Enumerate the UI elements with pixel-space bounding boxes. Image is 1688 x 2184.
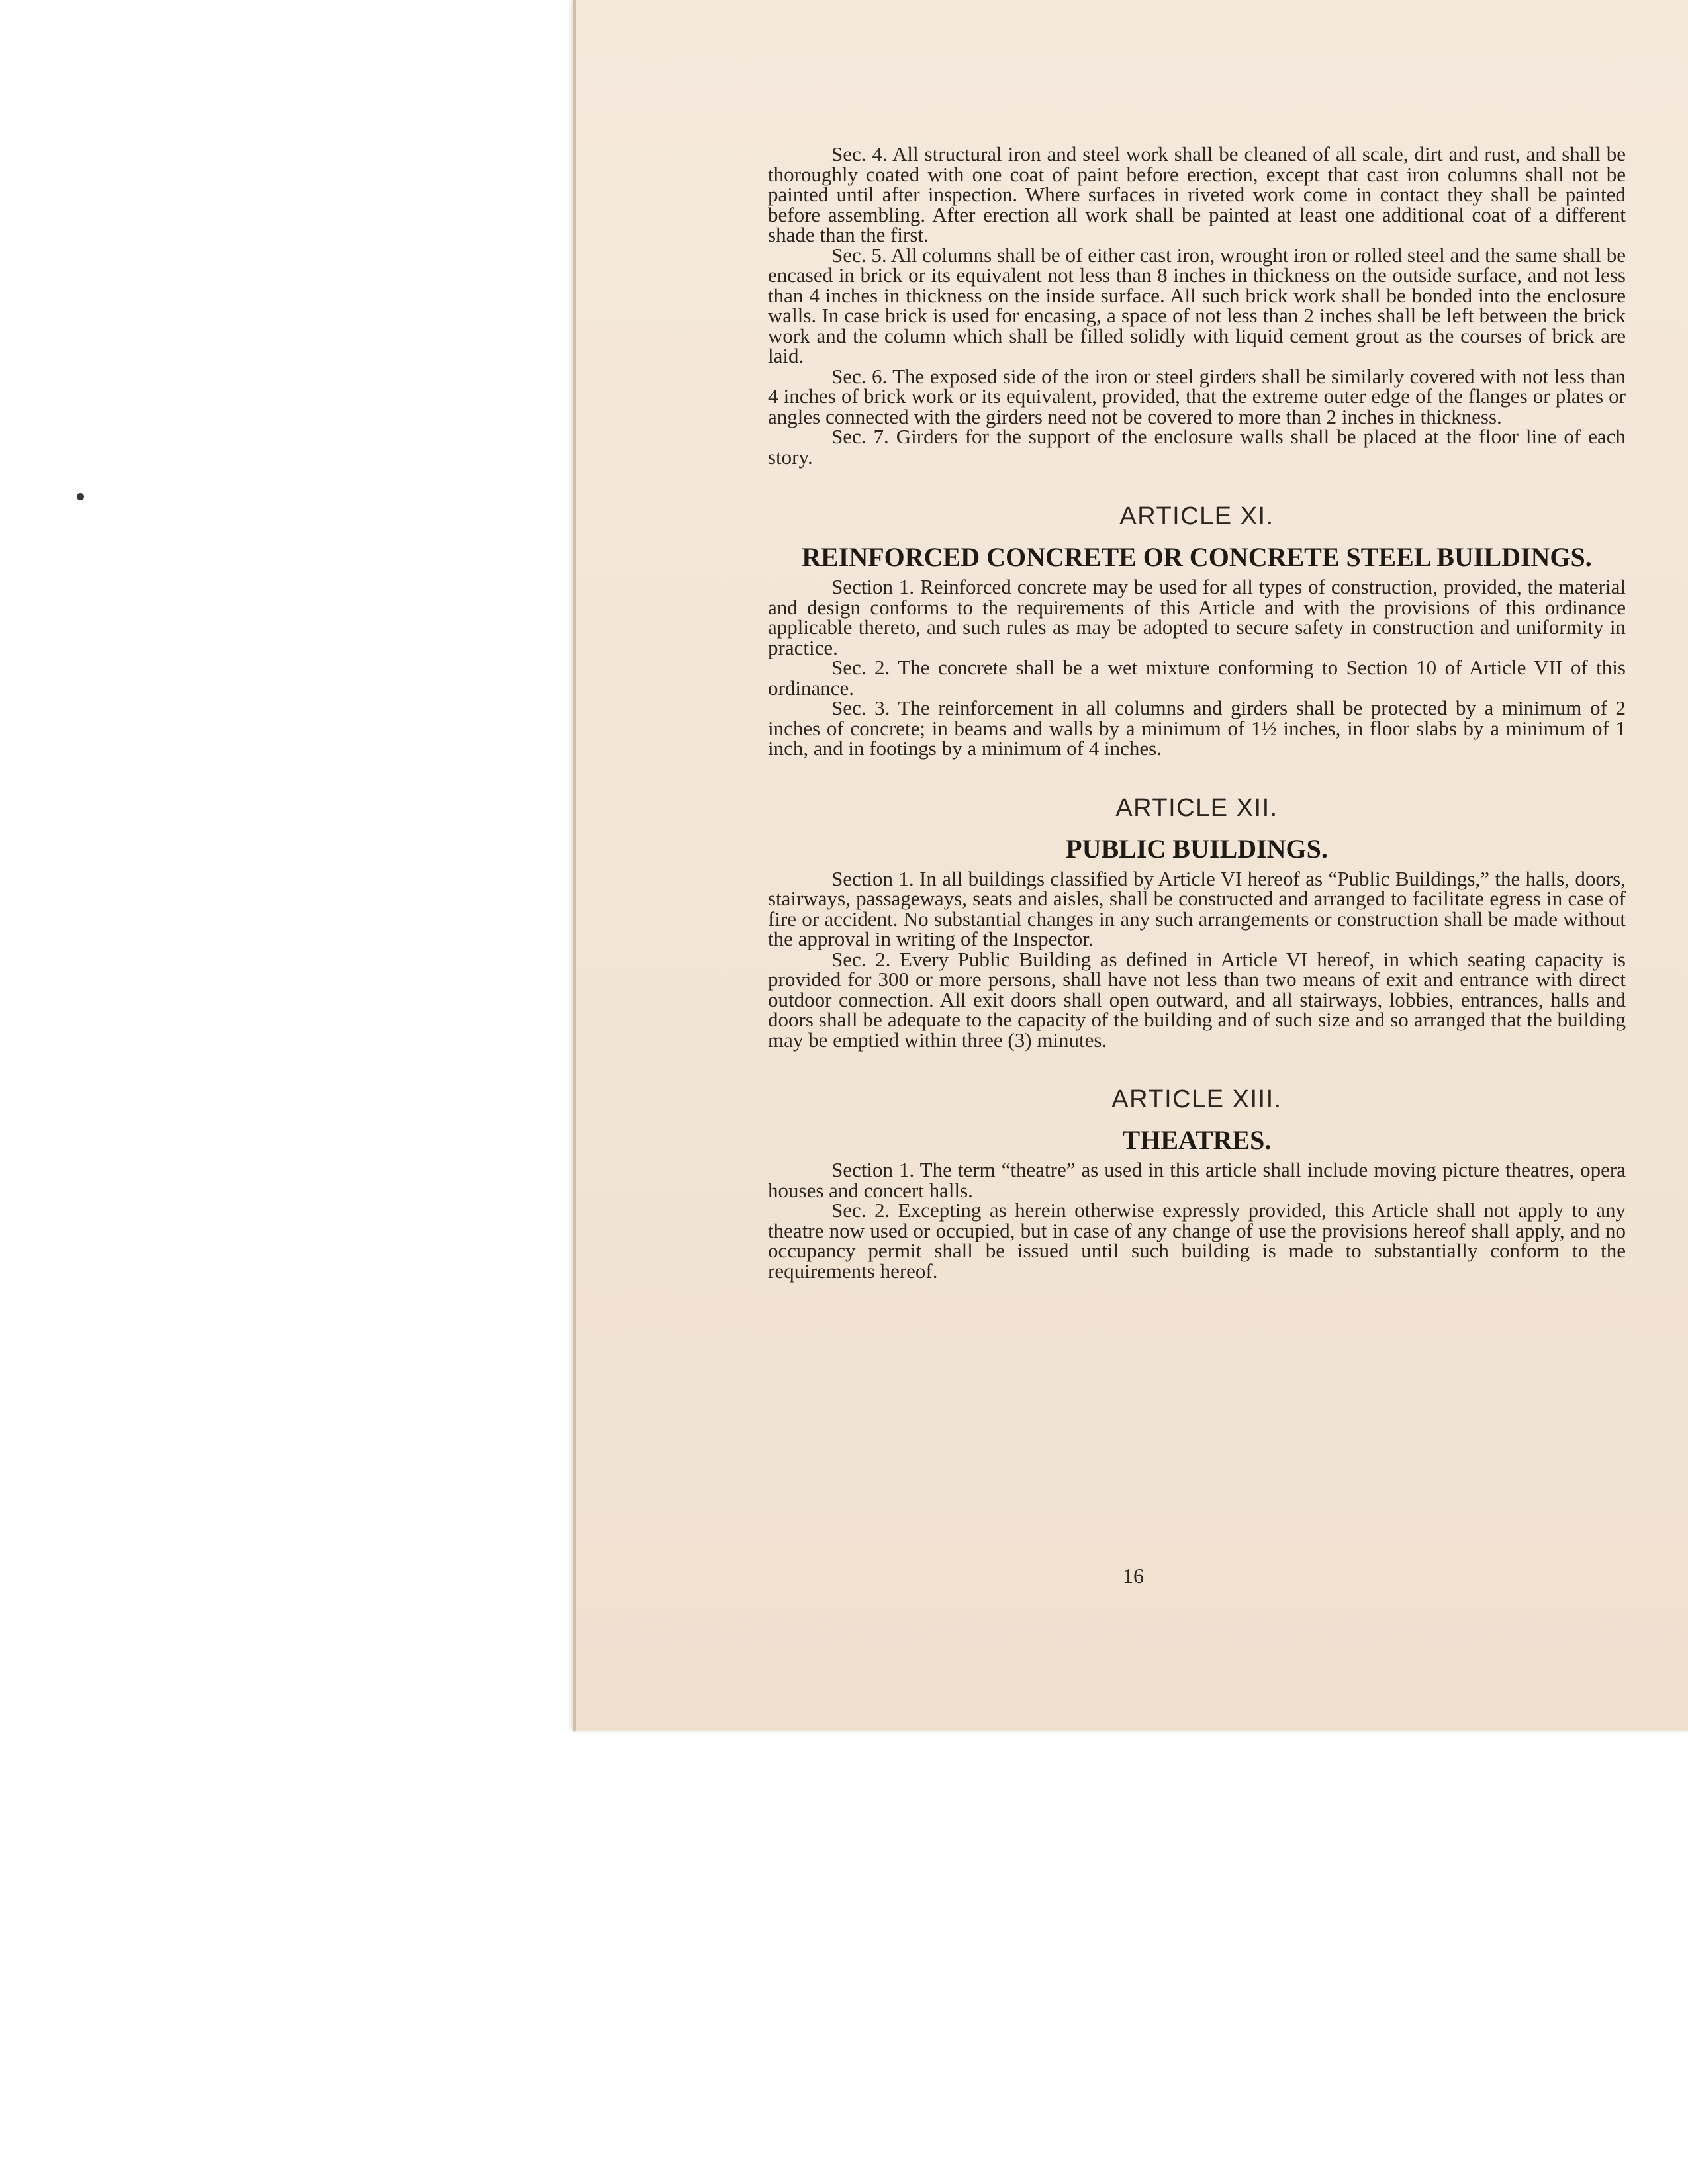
article-section: Sec. 2. Every Public Building as defined in Article VI hereof, in which seating capacity is provided for 300 or more persons, shall have not less than two means of exit and entrance with direct outdoor connection. All exit doors shall open outward, and all stairways, lobbies, entrances, halls and doors shall be adequate to the capacity of the building and of such size and so arranged that the building may be emptied within three (3) minutes. (768, 947, 1626, 1052)
document-page (573, 0, 1688, 1731)
page-body (768, 144, 1626, 1281)
article-number: ARTICLE XII. (1115, 794, 1278, 822)
scan-speck (77, 493, 84, 500)
article-number: ARTICLE XI. (1119, 502, 1274, 530)
page-number: 16 (1123, 1564, 1144, 1588)
section-6: Sec. 6. The exposed side of the iron or steel girders shall be similarly covered with not less than 4 inches of brick work or its equivalent, provided, that the extreme outer edge of the flanges or plates or angles connected with the girders need not be covered to more than 2 inches in thickness. (768, 364, 1626, 428)
article-section: Sec. 2. Excepting as herein otherwise expressly provided, this Article shall not apply to any theatre now used or occupied, but in case of any change of use the provisions hereof shall apply, and no occupancy permit shall be issued until such building is made to substantially conform to the requirements hereof. (768, 1199, 1626, 1283)
article-xiii (768, 1085, 1626, 1281)
article-heading: PUBLIC BUILDINGS. (1066, 833, 1328, 864)
section-4: Sec. 4. All structural iron and steel work shall be cleaned of all scale, dirt and rust, and shall be thoroughly coated with one coat of paint before erection, except that cast iron columns shall not be painted until after inspection. Where surfaces in riveted work come in contact they shall be painted before assembling. After erection all work shall be painted at least one additional coat of a different shade than the first. (768, 142, 1626, 246)
article-xii (768, 794, 1626, 1051)
article-section: Section 1. In all buildings classified by Article VI hereof as “Public Buildings,” the halls, doors, stairways, passageways, seats and aisles, shall be constructed and arranged to facilitate egress in case of fire or accident. No substantial changes in any such arrangements or construction shall be made without the approval in writing of the Inspector. (768, 866, 1626, 950)
article-heading: THEATRES. (1122, 1125, 1272, 1155)
article-xi (768, 502, 1626, 759)
article-section: Sec. 3. The reinforcement in all columns and girders shall be protected by a minimum of 2 inches of concrete; in beams and walls by a minimum of 1½ inches, in floor slabs by a minimum of 1 inch, and in footings by a minimum of 4 inches. (768, 696, 1626, 760)
section-5: Sec. 5. All columns shall be of either cast iron, wrought iron or rolled steel and the same shall be encased in brick or its equivalent not less than 8 inches in thickness on the outside surface, and not less than 4 inches in thickness on the inside surface. All such brick work shall be bonded into the enclosure walls. In case brick is used for encasing, a space of not less than 2 inches shall be left between the brick work and the column which shall be filled solidly with liquid cement grout as the courses of brick are laid. (768, 243, 1626, 367)
section-7: Sec. 7. Girders for the support of the enclosure walls shall be placed at the floor line of each story. (768, 425, 1626, 469)
article-section: Sec. 2. The concrete shall be a wet mixture conforming to Section 10 of Article VII of this ordinance. (768, 656, 1626, 700)
article-heading: REINFORCED CONCRETE OR CONCRETE STEEL BUILDINGS. (802, 542, 1592, 572)
article-section: Section 1. The term “theatre” as used in this article shall include moving picture theatres, opera houses and concert halls. (768, 1158, 1626, 1202)
article-number: ARTICLE XIII. (1111, 1085, 1282, 1113)
article-section: Section 1. Reinforced concrete may be used for all types of construction, provided, the material and design conforms to the requirements of this Article and with the provisions of this ordinance applicable thereto, and such rules as may be adopted to secure safety in construction and uniformity in practice. (768, 575, 1626, 659)
